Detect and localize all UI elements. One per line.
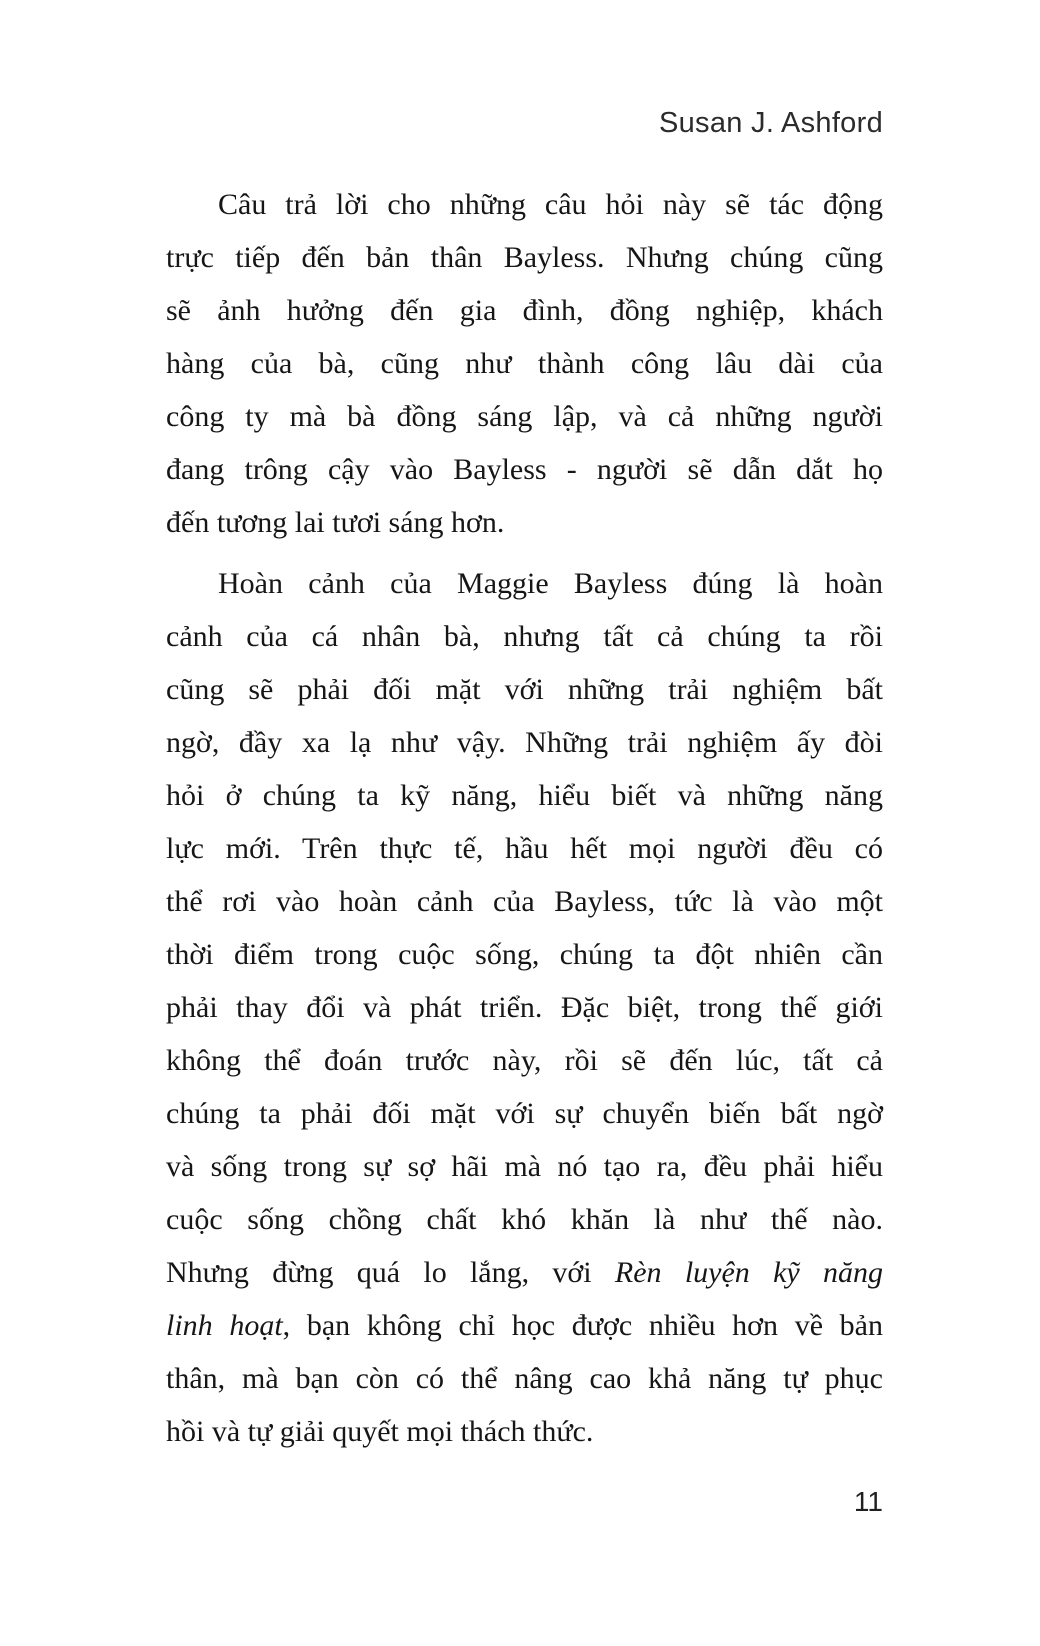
text-segment: ngờ, đầy xa lạ như vậy. Những trải nghiệm ấy đòi xyxy=(166,726,883,759)
text-segment: và sống trong sự sợ hãi mà nó tạo ra, đều phải hiểu xyxy=(166,1150,883,1183)
text-segment: lực mới. Trên thực tế, hầu hết mọi người đều có xyxy=(166,832,883,865)
text-line xyxy=(166,1034,883,1087)
paragraphs xyxy=(166,178,883,1458)
text-line xyxy=(166,822,883,875)
text-line xyxy=(166,1193,883,1246)
text-segment: hàng của bà, cũng như thành công lâu dài của xyxy=(166,347,883,380)
text-segment: cuộc sống chồng chất khó khăn là như thế nào. xyxy=(166,1203,883,1236)
book-title-italic: linh hoạt xyxy=(166,1309,283,1342)
text-segment: trực tiếp đến bản thân Bayless. Nhưng chúng cũng xyxy=(166,241,883,274)
text-segment: sẽ ảnh hưởng đến gia đình, đồng nghiệp, khách xyxy=(166,294,883,327)
text-segment: Nhưng đừng quá lo lắng, với xyxy=(166,1256,615,1289)
text-segment: cảnh của cá nhân bà, nhưng tất cả chúng ta rồi xyxy=(166,620,883,653)
text-segment: cũng sẽ phải đối mặt với những trải nghiệm bất xyxy=(166,673,883,706)
body-text xyxy=(166,178,883,1458)
text-line xyxy=(166,981,883,1034)
text-segment: thể rơi vào hoàn cảnh của Bayless, tức là vào một xyxy=(166,885,883,918)
paragraph xyxy=(166,557,883,1458)
text-line xyxy=(166,1352,883,1405)
text-segment: phải thay đổi và phát triển. Đặc biệt, trong thế giới xyxy=(166,991,883,1024)
text-segment: thời điểm trong cuộc sống, chúng ta đột nhiên cần xyxy=(166,938,883,971)
paragraph xyxy=(166,178,883,549)
text-line xyxy=(166,1246,883,1299)
text-segment: hồi và tự giải quyết mọi thách thức. xyxy=(166,1415,594,1448)
text-line xyxy=(166,557,883,610)
text-line xyxy=(166,1140,883,1193)
text-line xyxy=(166,390,883,443)
running-header-author: Susan J. Ashford xyxy=(658,107,883,139)
text-line xyxy=(166,284,883,337)
text-line xyxy=(166,337,883,390)
text-segment: thân, mà bạn còn có thể nâng cao khả năng tự phục xyxy=(166,1362,883,1395)
text-line xyxy=(166,663,883,716)
text-line xyxy=(166,928,883,981)
text-segment: Câu trả lời cho những câu hỏi này sẽ tác động xyxy=(218,188,883,221)
text-line xyxy=(166,231,883,284)
text-segment: hỏi ở chúng ta kỹ năng, hiểu biết và những năng xyxy=(166,779,883,812)
text-segment: Hoàn cảnh của Maggie Bayless đúng là hoàn xyxy=(218,567,883,600)
book-title-italic: Rèn luyện kỹ năng xyxy=(614,1256,883,1289)
text-line xyxy=(166,178,883,231)
text-segment: công ty mà bà đồng sáng lập, và cả những người xyxy=(166,400,883,433)
text-line xyxy=(166,610,883,663)
text-line xyxy=(166,1299,883,1352)
text-segment: chúng ta phải đối mặt với sự chuyển biến bất ngờ xyxy=(166,1097,883,1130)
text-segment: không thể đoán trước này, rồi sẽ đến lúc, tất cả xyxy=(166,1044,883,1077)
text-line xyxy=(166,769,883,822)
text-segment: , bạn không chỉ học được nhiều hơn về bản xyxy=(282,1309,883,1342)
text-line xyxy=(166,496,883,549)
text-line xyxy=(166,1087,883,1140)
text-segment: đến tương lai tươi sáng hơn. xyxy=(166,506,505,539)
page-number: 11 xyxy=(853,1486,883,1517)
text-line xyxy=(166,1405,883,1458)
text-segment: đang trông cậy vào Bayless - người sẽ dẫn dắt họ xyxy=(166,453,883,486)
text-line xyxy=(166,716,883,769)
text-line xyxy=(166,443,883,496)
text-line xyxy=(166,875,883,928)
